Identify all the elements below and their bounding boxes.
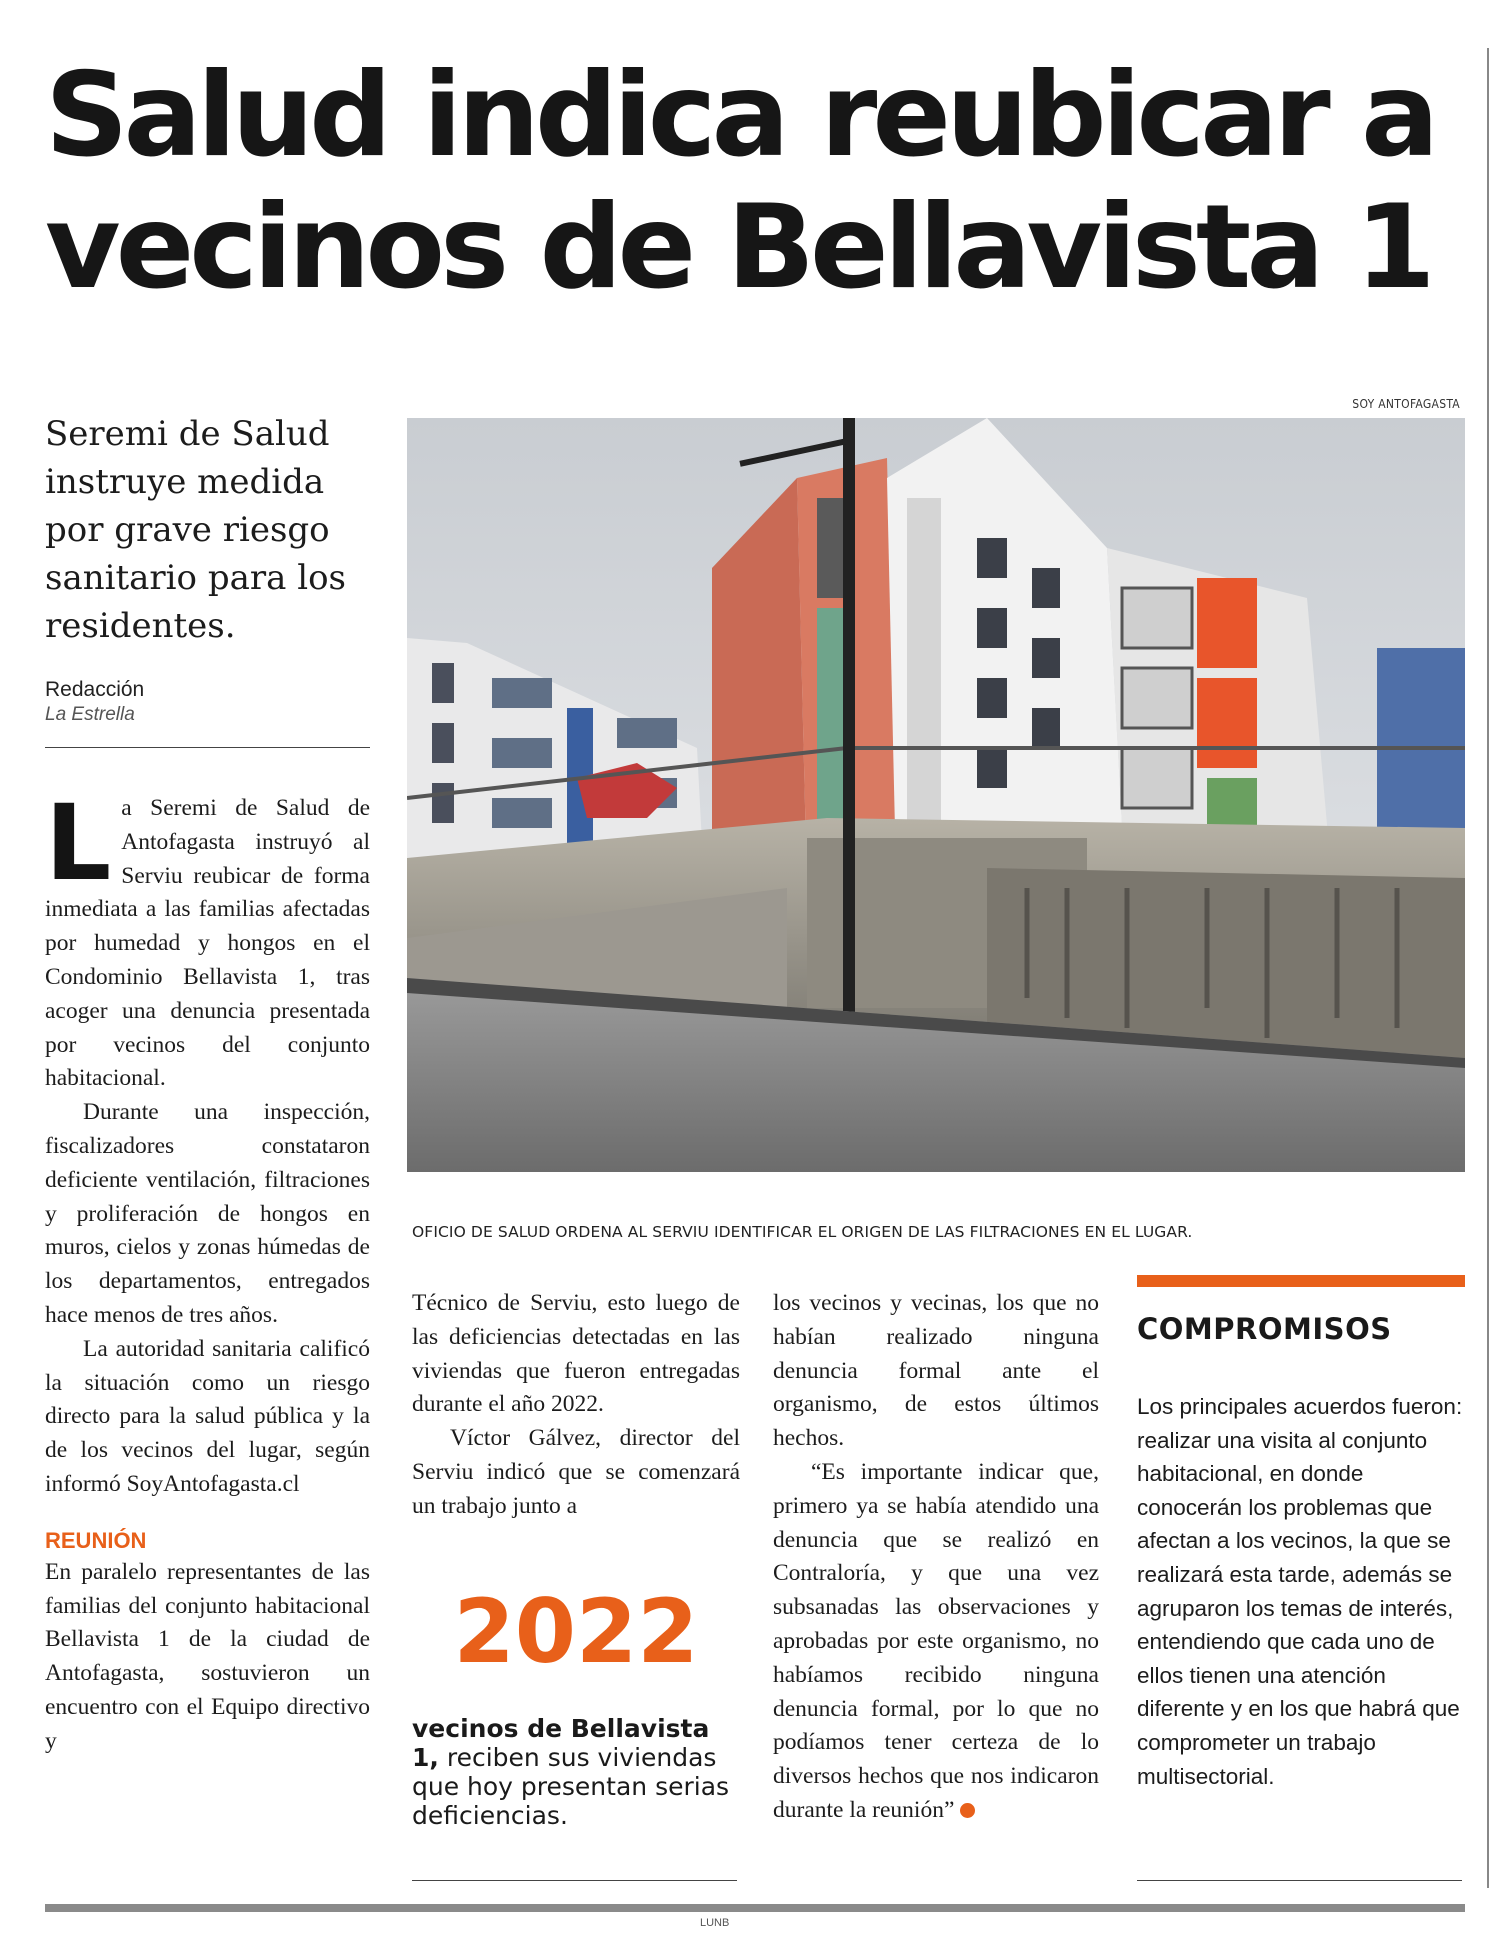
subhead-reunion: REUNIÓN xyxy=(45,1527,147,1553)
pullquote-lead: vecinos de Bellavista 1, xyxy=(412,1714,710,1772)
page-bottom-rule xyxy=(45,1904,1465,1912)
body-paragraph-1: a Seremi de Salud de Antofagasta instruyó al Serviu reubicar de forma inmediata a las familias afectadas por humedad y hongos en el Condominio Bellavista 1, tras acoger una denuncia presentada por vecinos del conjunto habitacional. xyxy=(45,795,370,1092)
body-paragraph-5-end: los vecinos y vecinas, los que no habían realizado ninguna denuncia formal ante el organismo, de estos últimos hechos. xyxy=(773,1290,1099,1452)
body-paragraph-4-start: En paralelo representantes de las familias del conjunto habitacional Bellavista 1 de la ciudad de Antofagasta, sostuvieron un encuentro con el Equipo directivo y xyxy=(45,1558,370,1754)
body-paragraph-2: Durante una inspección, fiscalizadores constataron deficiente ventilación, filtraciones y proliferación de hongos en muros, cielos y zonas húmedas de los departamentos, entregados hace menos de tres años. xyxy=(45,1099,370,1328)
pullquote-text xyxy=(412,1714,740,1830)
pullquote-number: 2022 xyxy=(453,1580,699,1683)
byline-rule xyxy=(45,747,370,748)
sidebar-title: COMPROMISOS xyxy=(1137,1312,1392,1346)
byline xyxy=(45,678,144,726)
pullquote-rule xyxy=(412,1880,737,1881)
body-paragraph-5-start: Víctor Gálvez, director del Serviu indicó que se comenzará un trabajo junto a xyxy=(412,1425,740,1519)
end-mark-icon xyxy=(960,1803,975,1818)
body-paragraph-3: La autoridad sanitaria calificó la situación como un riesgo directo para la salud pública y la de los vecinos del lugar, según informó SoyAntofagasta.cl xyxy=(45,1335,370,1497)
drop-cap: L xyxy=(45,782,112,904)
photo-caption: OFICIO DE SALUD ORDENA AL SERVIU IDENTIFICAR EL ORIGEN DE LAS FILTRACIONES EN EL LUGAR. xyxy=(412,1223,1193,1241)
pullquote-body: reciben sus viviendas que hoy presentan serias deficiencias. xyxy=(412,1743,730,1830)
body-paragraph-6: “Es importante indicar que, primero ya se había atendido una denuncia que se realizó en Contraloría, y que una vez subsanadas las observaciones y aprobadas por este organismo, no habíamos recibido ninguna denuncia formal, por lo que no podíamos tener certeza de lo diversos hechos que nos indicaron durante la reunión” xyxy=(773,1458,1099,1823)
body-column-1 xyxy=(45,782,370,1759)
headline-line-1: Salud indica reubicar a xyxy=(45,48,1435,183)
headline-line-2: vecinos de Bellavista 1 xyxy=(45,180,1431,315)
article-photo xyxy=(407,418,1465,1172)
body-column-3 xyxy=(773,1287,1099,1828)
sidebar-rule xyxy=(1137,1880,1462,1881)
deck: Seremi de Salud instruye medida por grave riesgo sanitario para los residentes. xyxy=(45,414,346,646)
photo-credit: SOY ANTOFAGASTA xyxy=(1352,397,1460,411)
sidebar-accent-bar xyxy=(1137,1275,1465,1287)
byline-author: Redacción xyxy=(45,678,145,701)
headline xyxy=(45,50,1465,314)
byline-outlet: La Estrella xyxy=(45,704,135,725)
body-paragraph-4-end: Técnico de Serviu, esto luego de las deficiencias detectadas en las viviendas que fueron entregadas durante el año 2022. xyxy=(412,1290,740,1418)
sidebar-text: Los principales acuerdos fueron: realizar una visita al conjunto habitacional, en donde conocerán los problemas que afectan a los vecinos, la que se realizará esta tarde, además se agruparon los temas de interés, entendiendo que cada uno de ellos tienen una atención diferente y en los que habrá que comprometer un trabajo multisectorial. xyxy=(1137,1394,1463,1789)
body-column-2 xyxy=(412,1287,740,1524)
page-footnote: LUNB xyxy=(700,1917,730,1929)
page-edge-rule xyxy=(1487,48,1489,1888)
